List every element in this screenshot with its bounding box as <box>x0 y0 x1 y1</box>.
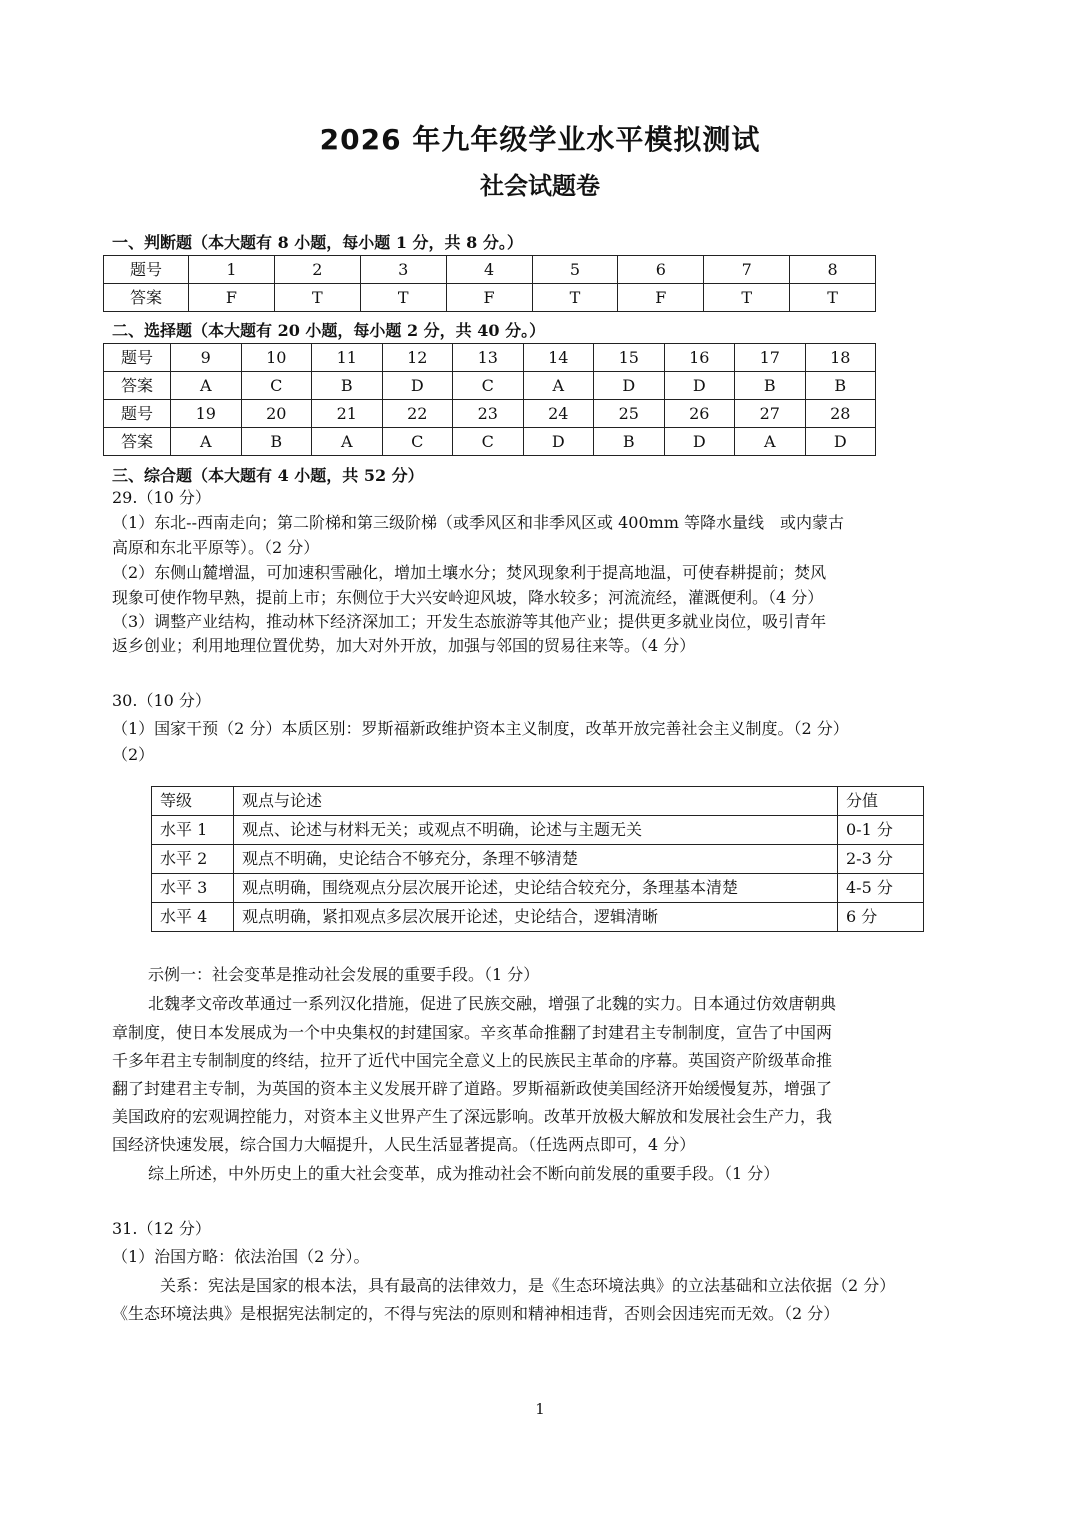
q29-line: （1）东北--西南走向；第二阶梯和第三级阶梯（或季风区和非季风区或 400mm 等降水量线 或内蒙古 <box>112 513 845 532</box>
q29-line: 现象可使作物早熟，提前上市；东侧位于大兴安岭迎风坡，降水较多；河流流经，灌溉便利。（4 分） <box>112 588 824 607</box>
judgment-answer-table <box>103 255 876 312</box>
answer-cell: B <box>805 372 876 400</box>
table-row <box>104 284 876 312</box>
answer-cell: C <box>453 428 524 456</box>
page-number: 1 <box>535 1400 545 1418</box>
score-cell: 6 分 <box>838 903 924 932</box>
criteria-cell: 观点明确，围绕观点分层次展开论述，史论结合较充分，条理基本清楚 <box>234 874 838 903</box>
criteria-cell: 观点、论述与材料无关；或观点不明确，论述与主题无关 <box>234 816 838 845</box>
table-row <box>104 344 876 372</box>
question-number: 8 <box>790 256 876 284</box>
score-cell: 0-1 分 <box>838 816 924 845</box>
q30-example-line: 美国政府的宏观调控能力，对资本主义世界产生了深远影响。改革开放极大解放和发展社会生产力，我 <box>112 1107 833 1126</box>
answer-cell: F <box>189 284 275 312</box>
question-number: 5 <box>532 256 618 284</box>
question-number: 1 <box>189 256 275 284</box>
table-row <box>104 372 876 400</box>
answer-cell: D <box>523 428 594 456</box>
question-number: 24 <box>523 400 594 428</box>
score-cell: 4-5 分 <box>838 874 924 903</box>
question-number: 25 <box>594 400 665 428</box>
question-number: 16 <box>664 344 735 372</box>
level-cell: 水平 4 <box>152 903 234 932</box>
q29-line: 高原和东北平原等）。（2 分） <box>112 538 320 557</box>
table-row <box>104 428 876 456</box>
q30-line: （1）国家干预（2 分）本质区别：罗斯福新政维护资本主义制度，改革开放完善社会主义制度。（2 分） <box>112 719 849 738</box>
answer-cell: B <box>241 428 312 456</box>
q31-line: 关系：宪法是国家的根本法，具有最高的法律效力，是《生态环境法典》的立法基础和立法依据（2 分） <box>160 1276 896 1295</box>
question-number: 14 <box>523 344 594 372</box>
answer-cell: D <box>382 372 453 400</box>
column-header: 观点与论述 <box>234 787 838 816</box>
answer-cell: T <box>704 284 790 312</box>
question-number: 22 <box>382 400 453 428</box>
answer-cell: C <box>241 372 312 400</box>
question-number: 18 <box>805 344 876 372</box>
question-number: 12 <box>382 344 453 372</box>
q31-line: （1）治国方略：依法治国（2 分）。 <box>112 1247 370 1266</box>
answer-cell: A <box>312 428 383 456</box>
q30-example-title: 示例一：社会变革是推动社会发展的重要手段。（1 分） <box>148 965 540 984</box>
answer-cell: D <box>805 428 876 456</box>
answer-cell: T <box>790 284 876 312</box>
question-number: 10 <box>241 344 312 372</box>
question-number: 7 <box>704 256 790 284</box>
section3-heading: 三、综合题（本大题有 4 小题，共 52 分） <box>112 466 424 485</box>
question-number: 20 <box>241 400 312 428</box>
row-label: 题号 <box>104 344 171 372</box>
answer-cell: B <box>735 372 806 400</box>
criteria-cell: 观点不明确，史论结合不够充分，条理不够清楚 <box>234 845 838 874</box>
answer-cell: A <box>171 372 242 400</box>
question-number: 23 <box>453 400 524 428</box>
section2-heading: 二、选择题（本大题有 20 小题，每小题 2 分，共 40 分。） <box>112 321 546 340</box>
q29-line: 返乡创业；利用地理位置优势，加大对外开放，加强与邻国的贸易往来等。（4 分） <box>112 636 696 655</box>
score-cell: 2-3 分 <box>838 845 924 874</box>
answer-cell: T <box>274 284 360 312</box>
level-cell: 水平 1 <box>152 816 234 845</box>
question-number: 15 <box>594 344 665 372</box>
question-number: 28 <box>805 400 876 428</box>
question-number: 9 <box>171 344 242 372</box>
answer-cell: B <box>594 428 665 456</box>
answer-cell: D <box>594 372 665 400</box>
answer-cell: D <box>664 372 735 400</box>
question-number: 27 <box>735 400 806 428</box>
table-row <box>152 845 924 874</box>
answer-cell: T <box>360 284 446 312</box>
row-label: 答案 <box>104 284 189 312</box>
criteria-cell: 观点明确，紧扣观点多层次展开论述，史论结合，逻辑清晰 <box>234 903 838 932</box>
answer-cell: T <box>532 284 618 312</box>
q31-line: 《生态环境法典》是根据宪法制定的，不得与宪法的原则和精神相违背，否则会因违宪而无效。（2 分） <box>112 1304 840 1323</box>
answer-cell: B <box>312 372 383 400</box>
level-cell: 水平 2 <box>152 845 234 874</box>
q29-line: （3）调整产业结构，推动林下经济深加工；开发生态旅游等其他产业；提供更多就业岗位，吸引青年 <box>112 612 827 631</box>
q29-label: 29.（10 分） <box>112 488 211 507</box>
scoring-levels-table <box>151 786 924 932</box>
table-row <box>104 400 876 428</box>
answer-cell: A <box>171 428 242 456</box>
table-row <box>104 256 876 284</box>
column-header: 等级 <box>152 787 234 816</box>
row-label: 答案 <box>104 372 171 400</box>
question-number: 26 <box>664 400 735 428</box>
question-number: 6 <box>618 256 704 284</box>
table-header-row <box>152 787 924 816</box>
section1-heading: 一、判断题（本大题有 8 小题，每小题 1 分，共 8 分。） <box>112 233 523 252</box>
question-number: 17 <box>735 344 806 372</box>
row-label: 题号 <box>104 400 171 428</box>
question-number: 2 <box>274 256 360 284</box>
q30-example-line: 章制度，使日本发展成为一个中央集权的封建国家。辛亥革命推翻了封建君主专制制度，宣告了中国两 <box>112 1023 833 1042</box>
level-cell: 水平 3 <box>152 874 234 903</box>
question-number: 19 <box>171 400 242 428</box>
answer-cell: D <box>664 428 735 456</box>
answer-cell: F <box>618 284 704 312</box>
answer-cell: C <box>382 428 453 456</box>
question-number: 4 <box>446 256 532 284</box>
question-number: 11 <box>312 344 383 372</box>
row-label: 题号 <box>104 256 189 284</box>
q29-line: （2）东侧山麓增温，可加速积雪融化，增加土壤水分；焚风现象利于提高地温，可使春耕提前；焚风 <box>112 563 827 582</box>
column-header: 分值 <box>838 787 924 816</box>
q31-label: 31.（12 分） <box>112 1219 211 1238</box>
q30-line: （2） <box>112 745 155 764</box>
answer-cell: F <box>446 284 532 312</box>
question-number: 13 <box>453 344 524 372</box>
answer-cell: A <box>735 428 806 456</box>
q30-label: 30.（10 分） <box>112 691 211 710</box>
table-row <box>152 816 924 845</box>
choice-answer-table <box>103 343 876 456</box>
q30-example-line: 千多年君主专制制度的终结，拉开了近代中国完全意义上的民族民主革命的序幕。英国资产阶级革命推 <box>112 1051 833 1070</box>
q30-example-line: 北魏孝文帝改革通过一系列汉化措施，促进了民族交融，增强了北魏的实力。日本通过仿效唐朝典 <box>148 994 837 1013</box>
table-row <box>152 903 924 932</box>
q30-conclusion: 综上所述，中外历史上的重大社会变革，成为推动社会不断向前发展的重要手段。（1 分） <box>148 1164 780 1183</box>
page-subtitle: 社会试题卷 <box>480 172 600 200</box>
answer-cell: A <box>523 372 594 400</box>
table-row <box>152 874 924 903</box>
q30-example-line: 国经济快速发展，综合国力大幅提升，人民生活显著提高。（任选两点即可，4 分） <box>112 1135 696 1154</box>
page-title: 2026 年九年级学业水平模拟测试 <box>319 123 761 156</box>
question-number: 3 <box>360 256 446 284</box>
question-number: 21 <box>312 400 383 428</box>
row-label: 答案 <box>104 428 171 456</box>
answer-cell: C <box>453 372 524 400</box>
q30-example-line: 翻了封建君主专制，为英国的资本主义发展开辟了道路。罗斯福新政使美国经济开始缓慢复苏，增强了 <box>112 1079 833 1098</box>
